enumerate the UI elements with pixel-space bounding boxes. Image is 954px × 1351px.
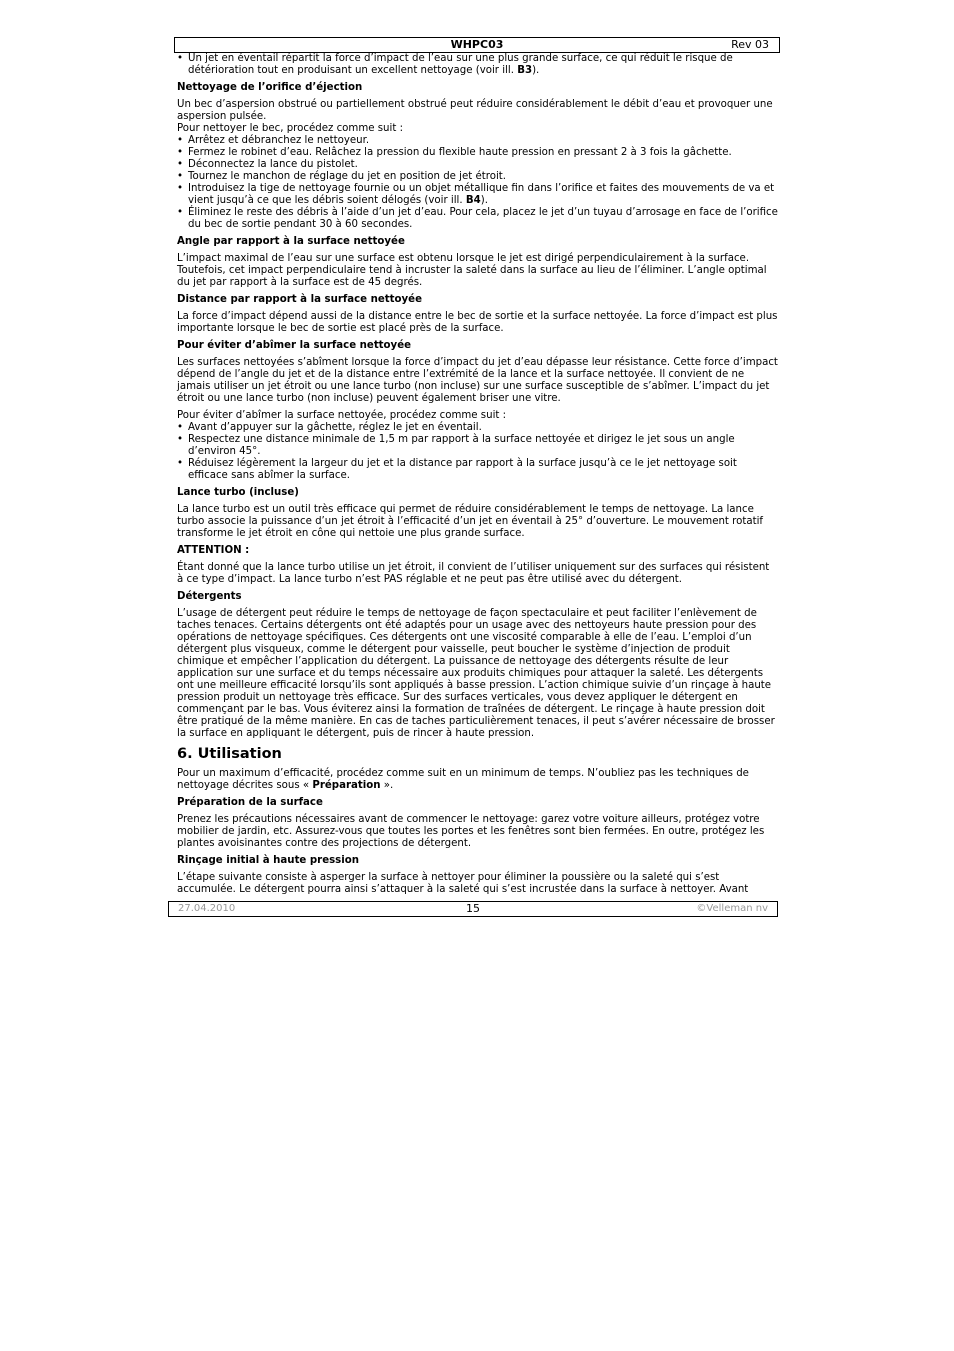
list-item: • Un jet en éventail répartit la force d’impact de l’eau sur une plus grande surface, ce qui réduit le risque de détérioration tout en produisant un excellent nettoyage (voir ill. B3). bbox=[177, 53, 778, 77]
list-item: • Arrêtez et débranchez le nettoyeur. bbox=[177, 135, 778, 147]
list-item: • Tournez le manchon de réglage du jet en position de jet étroit. bbox=[177, 171, 778, 183]
footer-date: 27.04.2010 bbox=[178, 903, 236, 914]
section-title-turbo-lance: Lance turbo (incluse) bbox=[177, 487, 299, 498]
list-item: • Respectez une distance minimale de 1,5 m par rapport à la surface nettoyée et dirigez le jet sous un angle d’environ 45°. bbox=[177, 434, 778, 458]
paragraph: Pour un maximum d’efficacité, procédez comme suit en un minimum de temps. N’oubliez pas les techniques de nettoyage décrites sous « Préparation ». bbox=[177, 768, 749, 791]
paragraph: Étant donné que la lance turbo utilise un jet étroit, il convient de l’utiliser uniquement sur des surfaces qui résistent à ce type d’impact. La lance turbo n’est PAS réglable et ne peut pas être utilisé avec du détergent. bbox=[177, 562, 770, 585]
list-item: • Déconnectez la lance du pistolet. bbox=[177, 159, 778, 171]
section-title-angle: Angle par rapport à la surface nettoyée bbox=[177, 236, 405, 247]
avoid-damage-list bbox=[177, 422, 778, 482]
list-item: • Réduisez légèrement la largeur du jet et la distance par rapport à la surface jusqu’à ce le jet nettoyage soit efficace sans abîmer la surface. bbox=[177, 458, 778, 482]
list-item: • Introduisez la tige de nettoyage fournie ou un objet métallique fin dans l’orifice et faites des mouvements de va et vient jusqu’à ce que les débris soient délogés (voir ill. B4). bbox=[177, 183, 778, 207]
intro-list bbox=[177, 53, 778, 77]
revision: Rev 03 bbox=[731, 38, 769, 51]
paragraph: L’usage de détergent peut réduire le temps de nettoyage de façon spectaculaire et peut faciliter l’enlèvement de taches tenaces. Certains détergents ont été adaptés pour un usage avec des nettoyeurs haute pression pour des opérations de nettoyage spécifiques. Ces détergents ont une viscosité comparable à elle de l’eau. L’emploi d’un détergent plus visqueux, comme le détergent pour vaisselle, peut boucher le système d’injection de produit chimique et empêcher l’application du détergent. La puissance de nettoyage des détergents résulte de leur application sur une surface et du temps nécessaire aux produits chimiques pour attaquer la saleté. Les détergents ont une meilleure efficacité lorsqu’ils sont appliqués à basse pression. L’action chimique suivie d’un rinçage à haute pression produit un nettoyage très efficace. Sur des surfaces verticales, vous devez appliquer le détergent en commençant par le bas. Vous éviterez ainsi la formation de traînées de détergent. Le rinçage à haute pression doit être pratiqué de la même manière. En cas de taches particulièrement tenaces, il peut s’avérer nécessaire de brosser la surface en appliquant le détergent, puis de rincer à haute pression. bbox=[177, 608, 775, 739]
section-title-nozzle-cleaning: Nettoyage de l’orifice d’éjection bbox=[177, 82, 363, 93]
paragraph: Pour éviter d’abîmer la surface nettoyée, procédez comme suit : bbox=[177, 410, 507, 421]
section-title-warning: ATTENTION : bbox=[177, 545, 250, 556]
page-content bbox=[177, 53, 778, 901]
list-item: • Fermez le robinet d’eau. Relâchez la pression du flexible haute pression en pressant 2 à 3 fois la gâchette. bbox=[177, 147, 778, 159]
nozzle-steps-list bbox=[177, 135, 778, 231]
page-header bbox=[174, 37, 780, 53]
section-title-surface-prep: Préparation de la surface bbox=[177, 797, 323, 808]
paragraph: Pour nettoyer le bec, procédez comme suit : bbox=[177, 123, 404, 134]
paragraph: L’étape suivante consiste à asperger la surface à nettoyer pour éliminer la poussière ou la saleté qui s’est accumulée. Le détergent pourra ainsi s’attaquer à la saleté qui s’est incrustée dans la surface à nettoyer. Avant bbox=[177, 872, 749, 895]
paragraph: Prenez les précautions nécessaires avant de commencer le nettoyage: garez votre voiture ailleurs, protégez votre mobilier de jardin, etc. Assurez-vous que toutes les portes et les fenêtres sont bien fermées. En outre, protégez les plantes avoisinantes contre des projections de détergent. bbox=[177, 814, 765, 849]
paragraph: La force d’impact dépend aussi de la distance entre le bec de sortie et la surface nettoyée. La force d’impact est plus importante lorsque le bec de sortie est placé près de la surface. bbox=[177, 311, 778, 334]
paragraph: Un bec d’aspersion obstrué ou partiellement obstrué peut réduire considérablement le débit d’eau et provoquer une aspersion pulsée. bbox=[177, 99, 773, 122]
page-number: 15 bbox=[466, 902, 480, 915]
section-title-initial-rinse: Rinçage initial à haute pression bbox=[177, 855, 359, 866]
list-item: • Éliminez le reste des débris à l’aide d’un jet d’eau. Pour cela, placez le jet d’un tuyau d’arrosage en face de l’orifice du bec de sortie pendant 30 à 60 secondes. bbox=[177, 207, 778, 231]
paragraph: Les surfaces nettoyées s’abîment lorsque la force d’impact du jet d’eau dépasse leur résistance. Cette force d’impact dépend de l’angle du jet et de la distance entre l’extrémité de la lance et la surface nettoyée. Il convient de ne jamais utiliser un jet étroit ou une lance turbo (non incluse) sur une surface susceptible de s’abîmer. L’impact du jet étroit ou une lance turbo (non incluse) peuvent également briser une vitre. bbox=[177, 357, 778, 404]
paragraph: La lance turbo est un outil très efficace qui permet de réduire considérablement le temps de nettoyage. La lance turbo associe la puissance d’un jet étroit à l’efficacité d’un jet en éventail à 25° d’ouverture. Le mouvement rotatif transforme le jet étroit en cône qui nettoie une plus grande surface. bbox=[177, 504, 764, 539]
paragraph: L’impact maximal de l’eau sur une surface est obtenu lorsque le jet est dirigé perpendiculairement à la surface. Toutefois, cet impact perpendiculaire tend à incruster la saleté dans la surface au lieu de l’éliminer. L’angle optimal du jet par rapport à la surface est de 45 degrés. bbox=[177, 253, 767, 288]
copyright: ©Velleman nv bbox=[696, 903, 768, 914]
section-title-distance: Distance par rapport à la surface nettoyée bbox=[177, 294, 423, 305]
chapter-title: 6. Utilisation bbox=[177, 746, 282, 762]
model-number: WHPC03 bbox=[450, 38, 504, 51]
section-title-detergents: Détergents bbox=[177, 591, 242, 602]
section-title-avoid-damage: Pour éviter d’abîmer la surface nettoyée bbox=[177, 340, 412, 351]
page-footer bbox=[168, 901, 778, 917]
list-item: • Avant d’appuyer sur la gâchette, réglez le jet en éventail. bbox=[177, 422, 778, 434]
